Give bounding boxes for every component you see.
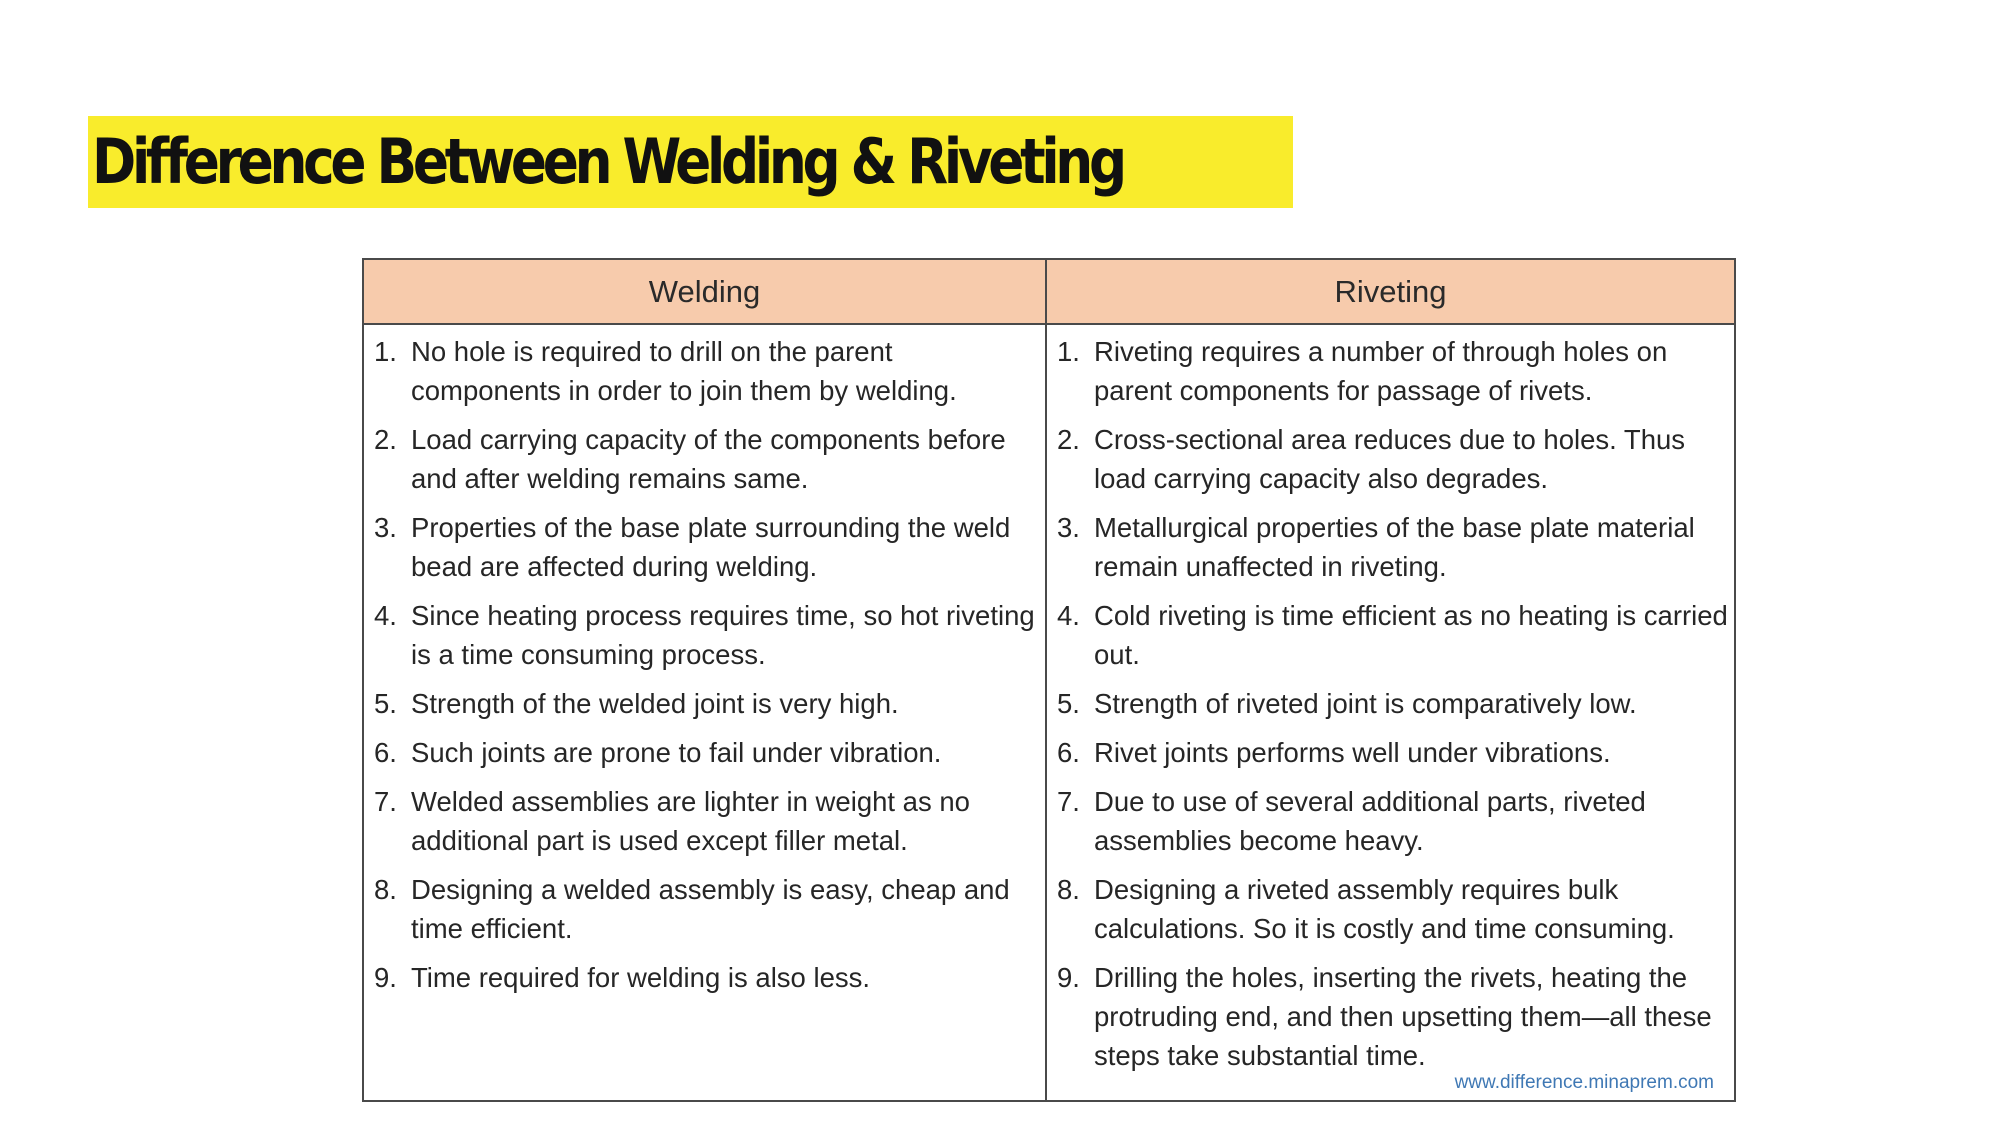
item-text: Load carrying capacity of the components before and after welding remains same. bbox=[411, 424, 1006, 494]
item-number: 1. bbox=[1057, 336, 1080, 367]
item-number: 4. bbox=[374, 600, 397, 631]
header-welding: Welding bbox=[648, 273, 761, 309]
item-number: 1. bbox=[374, 336, 397, 367]
welding-item bbox=[374, 733, 1042, 772]
item-number: 8. bbox=[374, 874, 397, 905]
item-text: Designing a riveted assembly requires bulk calculations. So it is costly and time consuming. bbox=[1094, 874, 1675, 944]
item-number: 9. bbox=[1057, 962, 1080, 993]
item-number: 2. bbox=[374, 424, 397, 455]
welding-item bbox=[374, 684, 1042, 723]
item-number: 8. bbox=[1057, 874, 1080, 905]
header-riveting: Riveting bbox=[1334, 273, 1447, 309]
riveting-item bbox=[1057, 684, 1733, 723]
slide-title bbox=[88, 116, 1293, 208]
welding-item bbox=[374, 420, 1042, 498]
item-number: 6. bbox=[1057, 737, 1080, 768]
item-number: 9. bbox=[374, 962, 397, 993]
riveting-item bbox=[1057, 420, 1733, 498]
welding-column bbox=[374, 332, 1042, 1007]
welding-item bbox=[374, 508, 1042, 586]
riveting-column bbox=[1057, 332, 1733, 1085]
welding-item bbox=[374, 958, 1042, 997]
source-watermark: www.difference.minaprem.com bbox=[1454, 1072, 1714, 1093]
comparison-table bbox=[362, 258, 1736, 1102]
table-header-row bbox=[364, 260, 1734, 325]
item-text: Strength of the welded joint is very high. bbox=[411, 688, 899, 719]
item-number: 2. bbox=[1057, 424, 1080, 455]
item-text: Time required for welding is also less. bbox=[411, 962, 871, 993]
item-text: Metallurgical properties of the base plate material remain unaffected in riveting. bbox=[1094, 512, 1695, 582]
riveting-item bbox=[1057, 733, 1733, 772]
item-number: 7. bbox=[1057, 786, 1080, 817]
item-text: Since heating process requires time, so hot riveting is a time consuming process. bbox=[411, 600, 1035, 670]
item-text: Strength of riveted joint is comparatively low. bbox=[1094, 688, 1637, 719]
item-number: 5. bbox=[374, 688, 397, 719]
riveting-item bbox=[1057, 870, 1733, 948]
item-text: Such joints are prone to fail under vibration. bbox=[411, 737, 942, 768]
welding-item bbox=[374, 332, 1042, 410]
item-text: No hole is required to drill on the parent components in order to join them by welding. bbox=[411, 336, 957, 406]
item-text: Due to use of several additional parts, riveted assemblies become heavy. bbox=[1094, 786, 1646, 856]
item-text: Riveting requires a number of through holes on parent components for passage of rivets. bbox=[1094, 336, 1668, 406]
item-text: Designing a welded assembly is easy, cheap and time efficient. bbox=[411, 874, 1010, 944]
item-text: Drilling the holes, inserting the rivets, heating the protruding end, and then upsetting them—all these steps take substantial time. bbox=[1094, 962, 1712, 1071]
item-number: 5. bbox=[1057, 688, 1080, 719]
riveting-item bbox=[1057, 596, 1733, 674]
item-text: Properties of the base plate surrounding the weld bead are affected during welding. bbox=[411, 512, 1011, 582]
item-text: Welded assemblies are lighter in weight as no additional part is used except filler metal. bbox=[411, 786, 970, 856]
riveting-item bbox=[1057, 508, 1733, 586]
riveting-item bbox=[1057, 332, 1733, 410]
riveting-item bbox=[1057, 782, 1733, 860]
welding-item bbox=[374, 782, 1042, 860]
welding-item bbox=[374, 870, 1042, 948]
item-number: 3. bbox=[374, 512, 397, 543]
item-text: Cold riveting is time efficient as no heating is carried out. bbox=[1094, 600, 1728, 670]
item-text: Cross-sectional area reduces due to holes. Thus load carrying capacity also degrades. bbox=[1094, 424, 1686, 494]
slide-title-text: Difference Between Welding & Riveting bbox=[92, 125, 1123, 198]
item-number: 4. bbox=[1057, 600, 1080, 631]
item-text: Rivet joints performs well under vibrations. bbox=[1094, 737, 1611, 768]
riveting-item bbox=[1057, 958, 1733, 1075]
welding-item bbox=[374, 596, 1042, 674]
item-number: 6. bbox=[374, 737, 397, 768]
column-divider bbox=[1045, 260, 1047, 1100]
item-number: 3. bbox=[1057, 512, 1080, 543]
item-number: 7. bbox=[374, 786, 397, 817]
